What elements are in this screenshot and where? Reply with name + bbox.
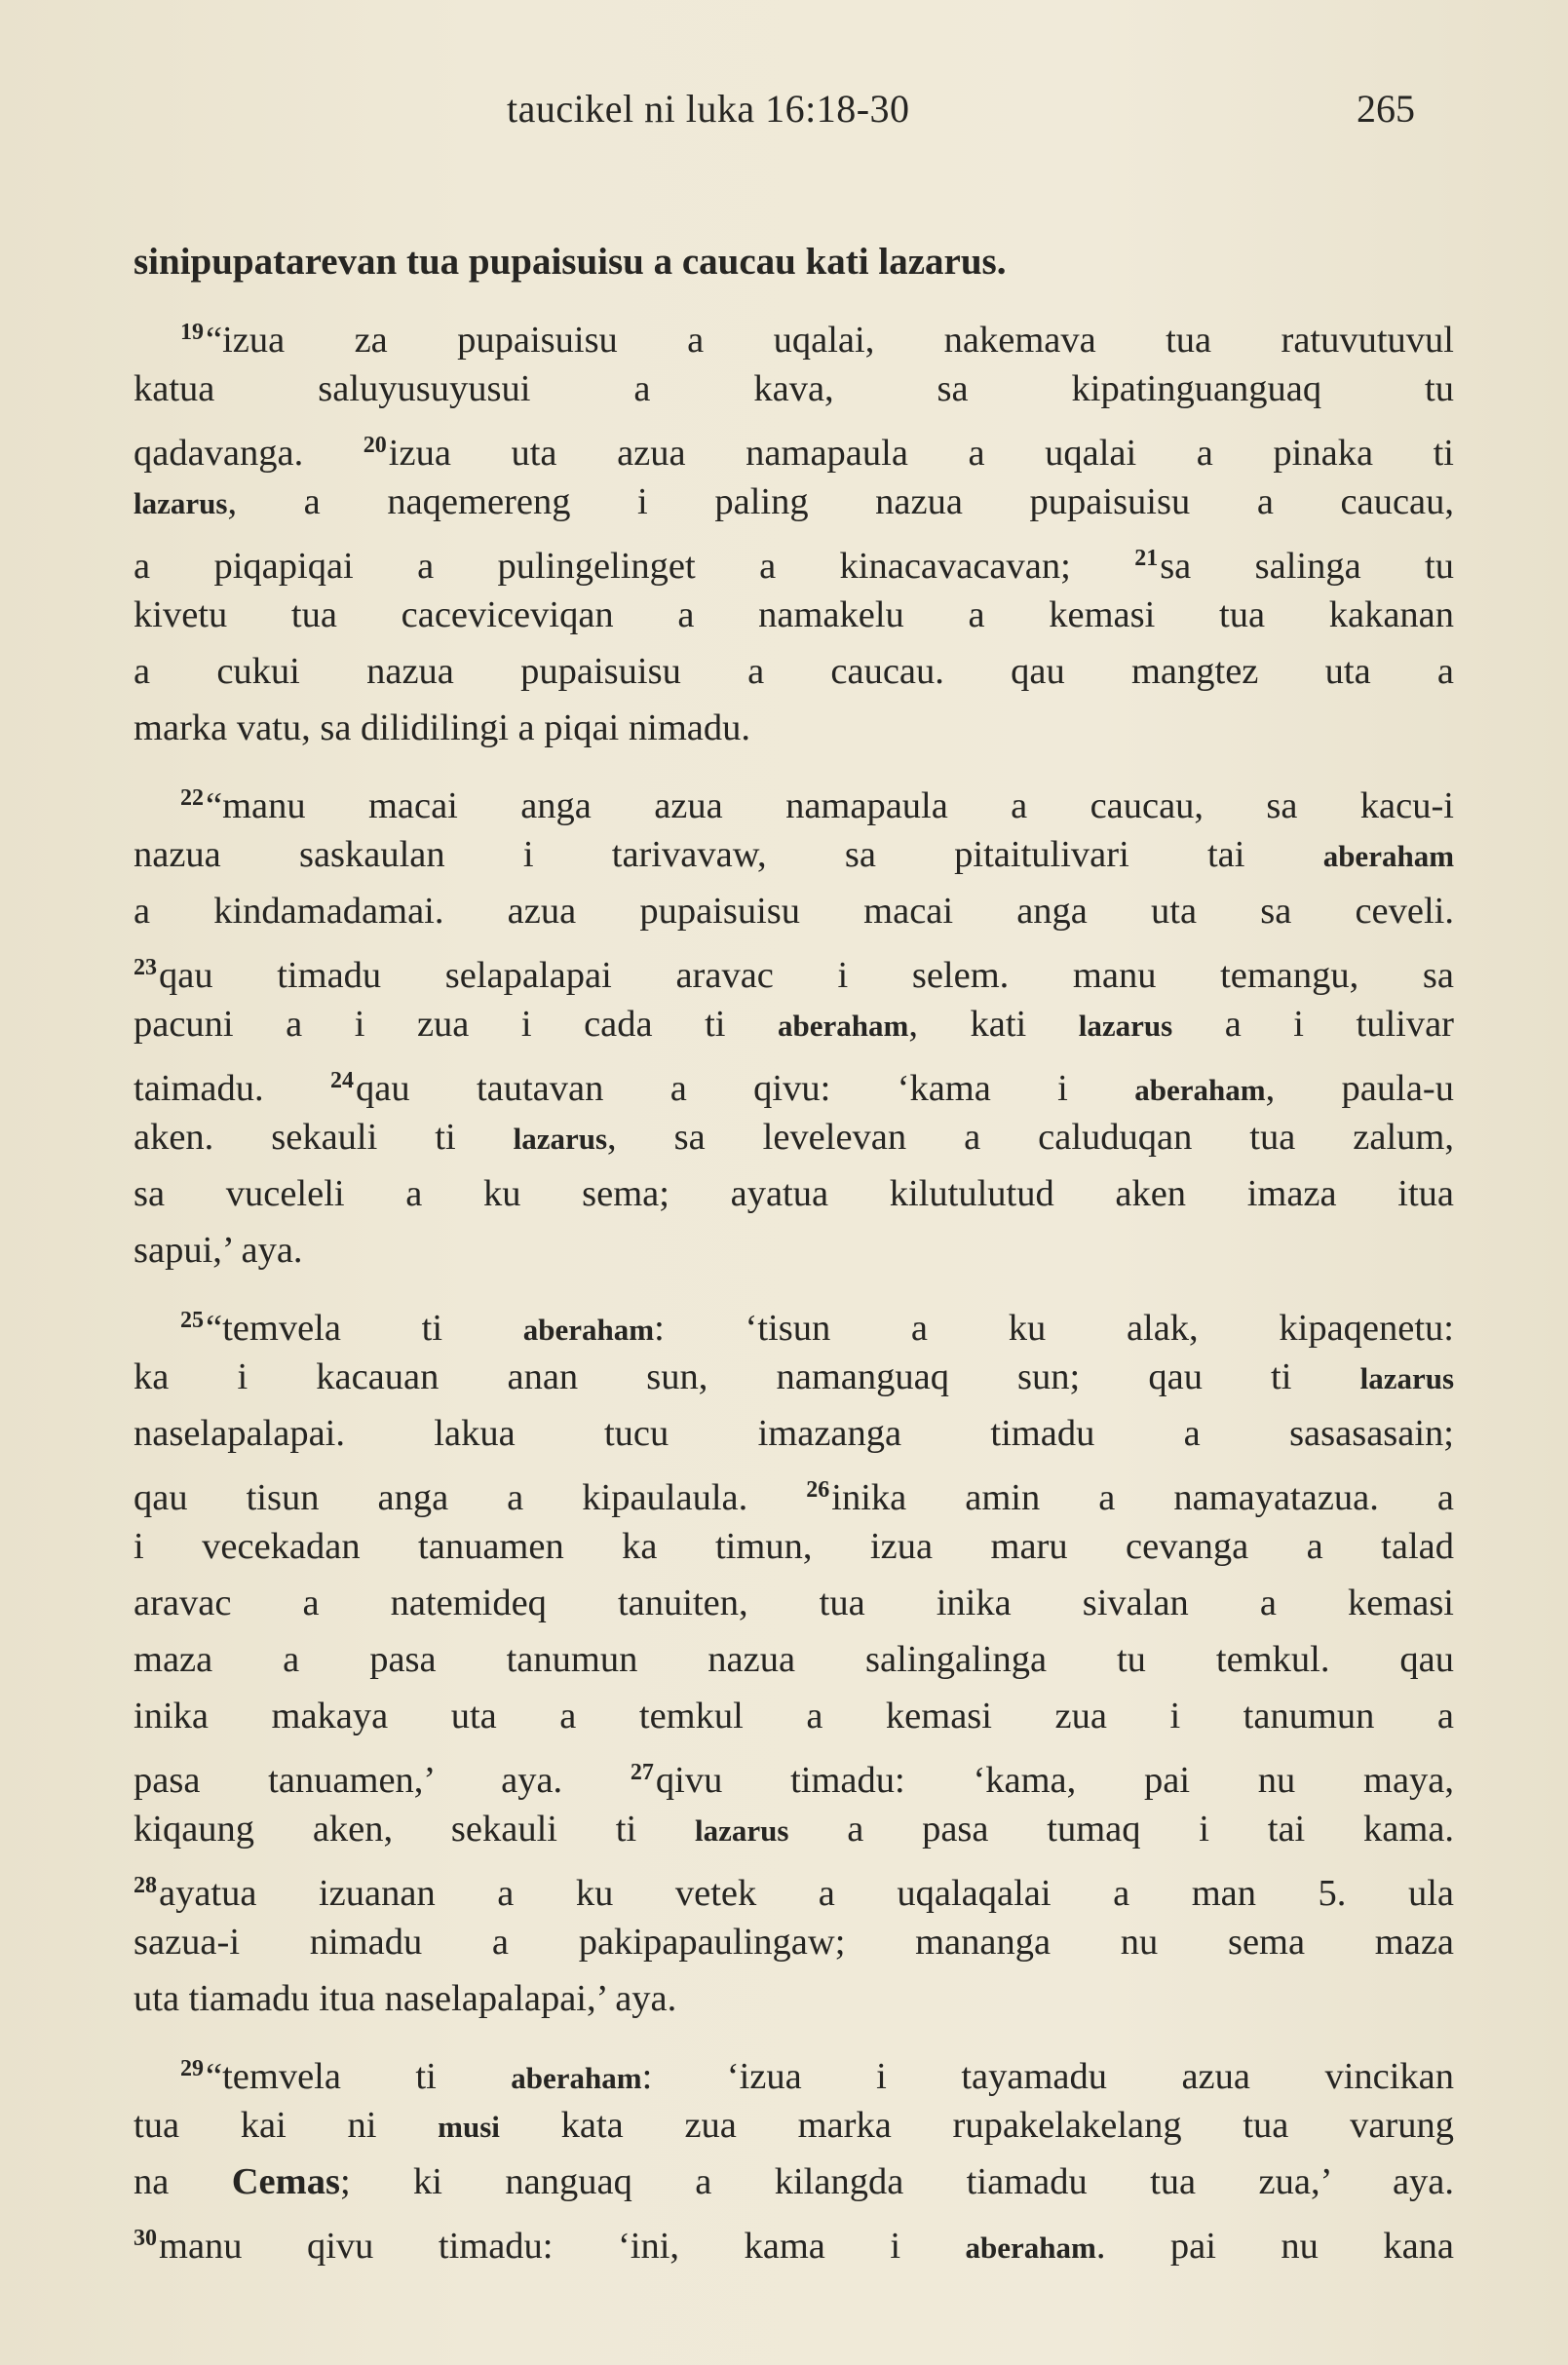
line-text: . pai nu kana bbox=[1095, 2226, 1455, 2267]
text-line bbox=[134, 939, 1454, 996]
text-line: marka vatu, sa dilidilingi a piqai nimadu. bbox=[134, 707, 750, 748]
section-heading: sinipupatarevan tua pupaisuisu a caucau kati lazarus. bbox=[134, 241, 1007, 283]
line-text: manu qivu timadu: ‘ini, kama i bbox=[159, 2226, 901, 2267]
line-text: , kati bbox=[908, 1004, 1027, 1045]
text-line bbox=[134, 996, 1454, 1052]
line-text: , a naqemereng i paling nazua pupaisuisu a caucau, bbox=[227, 481, 1454, 522]
line-text: “temvela ti bbox=[206, 1308, 443, 1349]
name-aberaham: aberaham bbox=[522, 1313, 655, 1347]
text-line: katua saluyusuyusui a kava, sa kipatinguanguaq tu bbox=[134, 368, 1454, 409]
line-text: ayatua izuanan a ku vetek a uqalaqalai a man 5. ula bbox=[159, 1873, 1454, 1914]
line-text: izua uta azua namapaula a uqalai a pinaka ti bbox=[388, 433, 1454, 474]
text-line: aravac a natemideq tanuiten, tua inika sivalan a kemasi bbox=[134, 1583, 1454, 1623]
name-aberaham: aberaham bbox=[1134, 1073, 1266, 1107]
line-text: kiqaung aken, sekauli ti bbox=[134, 1809, 637, 1850]
text-line: inika makaya uta a temkul a kemasi zua i tanumun a bbox=[134, 1696, 1454, 1736]
name-aberaham: aberaham bbox=[965, 2231, 1096, 2265]
line-text: , paula-u bbox=[1265, 1068, 1454, 1109]
line-text: a i tulivar bbox=[1224, 1004, 1455, 1045]
body-text bbox=[134, 234, 1454, 2267]
line-text: qadavanga. bbox=[134, 433, 363, 474]
text-line: sazua-i nimadu a pakipapaulingaw; mananga nu sema maza bbox=[134, 1922, 1454, 1963]
line-text: taimadu. bbox=[134, 1068, 330, 1109]
text-line: naselapalapai. lakua tucu imazanga timadu a sasasasain; bbox=[134, 1413, 1454, 1454]
text-line bbox=[134, 1052, 1454, 1109]
name-musi: musi bbox=[438, 2110, 500, 2144]
text-line bbox=[134, 2097, 1454, 2154]
text-line bbox=[134, 417, 1454, 474]
verse-number: 20 bbox=[363, 433, 387, 458]
line-text: , sa levelevan a caluduqan tua zalum, bbox=[607, 1117, 1454, 1158]
name-cemas: Cemas bbox=[231, 2161, 340, 2202]
line-text: tua kai ni bbox=[134, 2105, 377, 2146]
page-number: 265 bbox=[1357, 87, 1415, 131]
line-text: pacuni a i zua i cada ti bbox=[134, 1004, 726, 1045]
verse-number: 26 bbox=[806, 1477, 830, 1503]
line-text: ; ki nanguaq a kilangda tiamadu tua zua,’ aya. bbox=[339, 2161, 1455, 2202]
text-line bbox=[134, 770, 1454, 826]
text-line bbox=[134, 2210, 1454, 2267]
text-line bbox=[134, 2154, 1454, 2210]
text-line: a kindamadamai. azua pupaisuisu macai anga uta sa ceveli. bbox=[134, 891, 1454, 932]
name-aberaham: aberaham bbox=[778, 1009, 909, 1043]
verse-number: 28 bbox=[134, 1873, 157, 1898]
text-line: kivetu tua caceviceviqan a namakelu a kemasi tua kakanan bbox=[134, 594, 1454, 635]
verse-number: 29 bbox=[180, 2056, 204, 2081]
line-text: ka i kacauan anan sun, namanguaq sun; qau ti bbox=[134, 1356, 1292, 1397]
text-line bbox=[134, 1349, 1454, 1405]
text-line bbox=[134, 826, 1454, 883]
line-text: qau timadu selapalapai aravac i selem. manu temangu, sa bbox=[159, 955, 1454, 996]
line-text: aken. sekauli ti bbox=[134, 1117, 456, 1158]
line-text: sa salinga tu bbox=[1160, 546, 1454, 587]
name-lazarus: lazarus bbox=[1078, 1009, 1173, 1043]
line-text: qau tisun anga a kipaulaula. bbox=[134, 1477, 807, 1518]
name-aberaham: aberaham bbox=[1322, 839, 1455, 873]
line-text: inika amin a namayatazua. a bbox=[831, 1477, 1454, 1518]
text-line bbox=[134, 1744, 1454, 1801]
text-line bbox=[134, 1109, 1454, 1165]
text-line: sa vuceleli a ku sema; ayatua kilutulutud aken imaza itua bbox=[134, 1173, 1454, 1214]
name-lazarus: lazarus bbox=[694, 1813, 789, 1848]
line-text: qivu timadu: ‘kama, pai nu maya, bbox=[655, 1760, 1454, 1801]
line-text: nazua saskaulan i tarivavaw, sa pitaitulivari tai bbox=[134, 834, 1245, 875]
text-line: uta tiamadu itua naselapalapai,’ aya. bbox=[134, 1978, 677, 2019]
text-line bbox=[134, 474, 1454, 530]
text-line bbox=[134, 1801, 1454, 1857]
line-text: a pasa tumaq i tai kama. bbox=[847, 1809, 1455, 1850]
line-text: a piqapiqai a pulingelinget a kinacavacavan; bbox=[134, 546, 1135, 587]
verse-number: 23 bbox=[134, 955, 157, 980]
text-line: a cukui nazua pupaisuisu a caucau. qau mangtez uta a bbox=[134, 651, 1454, 692]
line-text: pasa tanuamen,’ aya. bbox=[134, 1760, 631, 1801]
line-text: : ‘izua i tayamadu azua vincikan bbox=[641, 2056, 1455, 2097]
line-text: “manu macai anga azua namapaula a caucau, sa kacu-i bbox=[206, 785, 1454, 826]
verse-number: 30 bbox=[134, 2226, 157, 2251]
name-lazarus: lazarus bbox=[1359, 1361, 1455, 1395]
line-text: “izua za pupaisuisu a uqalai, nakemava tua ratuvutuvul bbox=[206, 320, 1454, 361]
text-line: i vecekadan tanuamen ka timun, izua maru cevanga a talad bbox=[134, 1526, 1454, 1567]
line-text: “temvela ti bbox=[206, 2056, 437, 2097]
line-text: kata zua marka rupakelakelang tua varung bbox=[560, 2105, 1455, 2146]
text-line bbox=[134, 530, 1454, 587]
verse-number: 24 bbox=[330, 1068, 354, 1093]
text-line bbox=[134, 1857, 1454, 1914]
text-line bbox=[134, 2041, 1454, 2097]
line-text: : ‘tisun a ku alak, kipaqenetu: bbox=[654, 1308, 1455, 1349]
text-line bbox=[134, 304, 1454, 361]
name-lazarus: lazarus bbox=[513, 1122, 608, 1156]
line-text: na bbox=[134, 2161, 170, 2202]
running-head: taucikel ni luka 16:18-30 bbox=[507, 87, 910, 131]
name-aberaham: aberaham bbox=[511, 2061, 642, 2095]
text-line: sapui,’ aya. bbox=[134, 1230, 303, 1271]
line-text: qau tautavan a qivu: ‘kama i bbox=[356, 1068, 1068, 1109]
verse-number: 22 bbox=[180, 785, 204, 811]
text-line bbox=[134, 1462, 1454, 1518]
text-line bbox=[134, 1292, 1454, 1349]
text-line: maza a pasa tanumun nazua salingalinga tu temkul. qau bbox=[134, 1639, 1454, 1680]
name-lazarus: lazarus bbox=[134, 486, 228, 520]
verse-number: 27 bbox=[630, 1760, 654, 1785]
verse-number: 21 bbox=[1134, 546, 1159, 571]
verse-number: 25 bbox=[180, 1308, 204, 1333]
verse-number: 19 bbox=[180, 320, 204, 345]
